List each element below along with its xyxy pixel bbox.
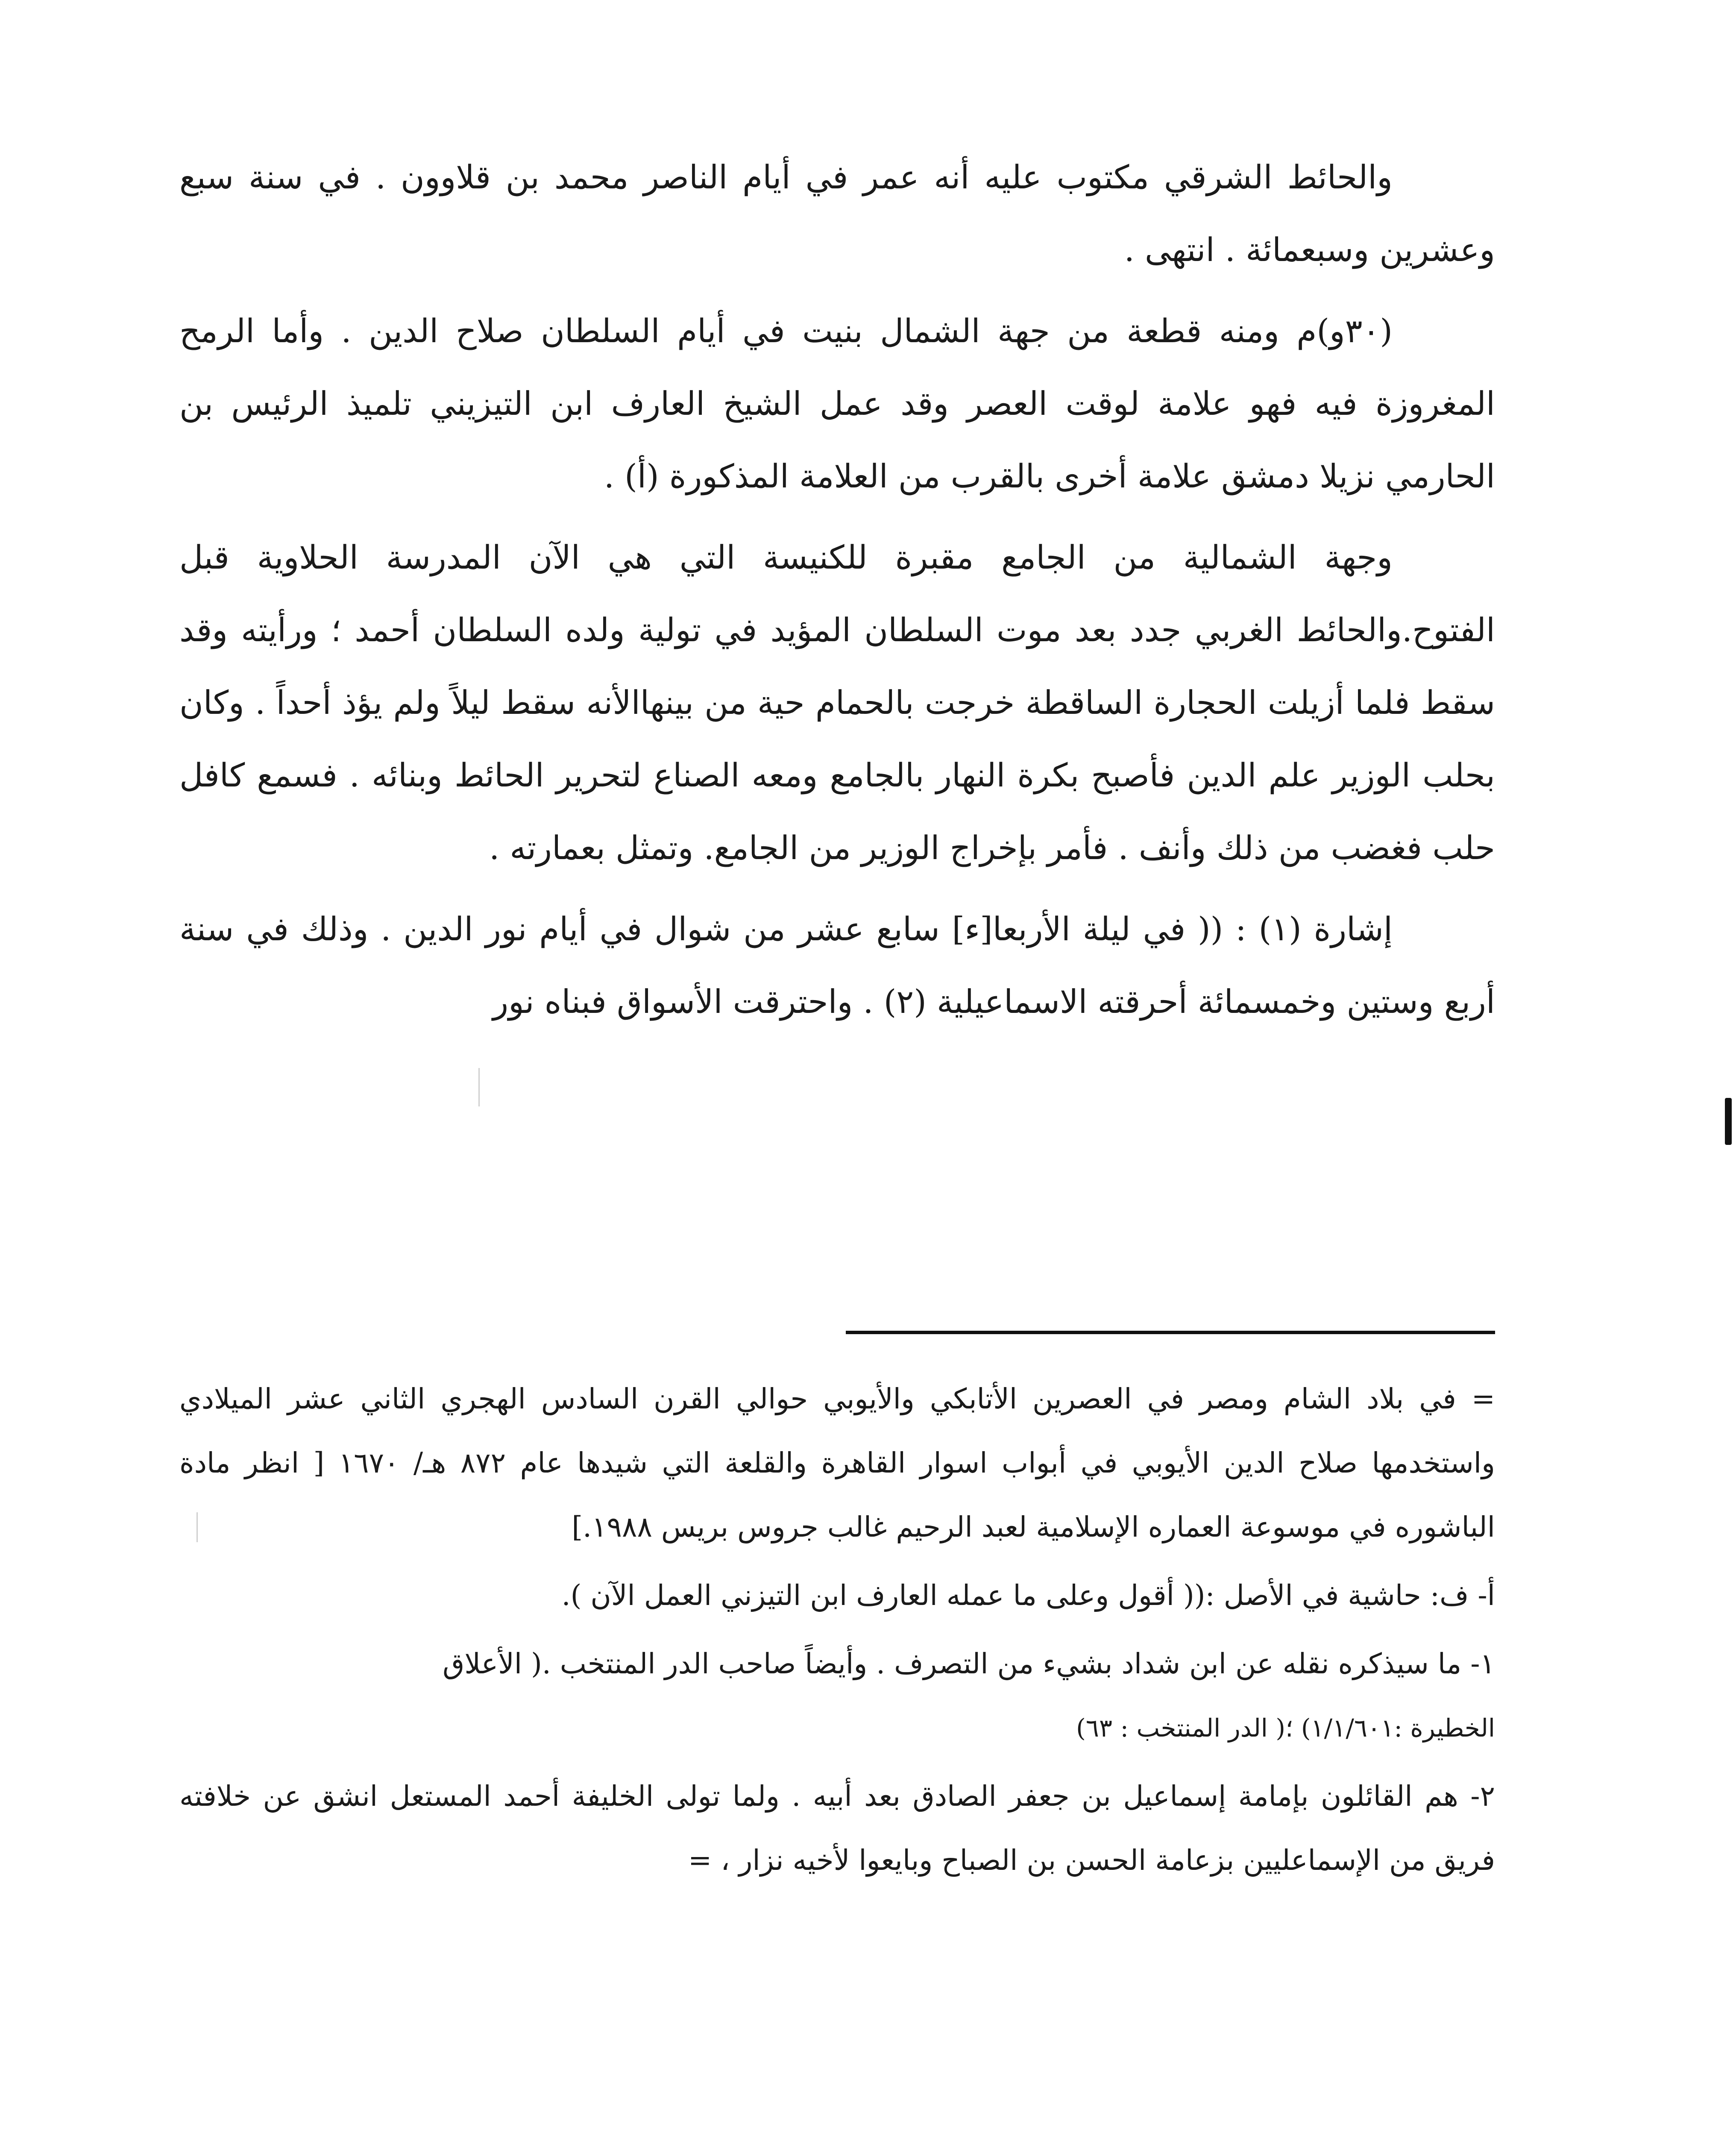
footnote-1-reference: الخطيرة :١/١/٦٠١) ؛( الدر المنتخب : ٦٣) (1076, 1713, 1495, 1743)
paragraph-isharah: إشارة (١) : (( في ليلة الأربعا[ء] سابع عشر من شوال في أيام نور الدين . وذلك في سنة أربع وستين وخمسمائة أحرقته الاسماعيلية (٢) . واحترقت الأسواق فبناه نور (179, 910, 1495, 1021)
paragraph-north-section: (٣٠و)م ومنه قطعة من جهة الشمال بنيت في أيام السلطان صلاح الدين . وأما الرمح المغروزة فيه فهو علامة لوقت العصر وقد عمل الشيخ العارف ابن التيزيني تلميذ الرئيس بن الحارمي نزيلا دمشق علامة أخرى بالقرب من العلامة المذكورة (أ) . (179, 312, 1495, 495)
footnote-separator (846, 1331, 1495, 1334)
footnotes (179, 1367, 1495, 1892)
footnote-1: ١- ما سيذكره نقله عن ابن شداد بشيء من التصرف . وأيضاً صاحب الدر المنتخب .( الأعلاق (443, 1647, 1495, 1680)
main-text (179, 141, 1495, 1038)
margin-mark (1725, 1098, 1732, 1145)
footnote-2: ٢- هم القائلون بإمامة إسماعيل بن جعفر الصادق بعد أبيه . ولما تولى الخليفة أحمد المستعل انشق عن خلافته فريق من الإسماعليين بزعامة الحسن بن الصباح وبايعوا لأخيه نزار ، = (179, 1780, 1495, 1877)
paragraph-east-wall: والحائط الشرقي مكتوب عليه أنه عمر في أيام الناصر محمد بن قلاوون . في سنة سبع وعشرين وسبعمائة . انتهى . (179, 158, 1495, 269)
scan-artifact (196, 1512, 198, 1542)
footnote-continuation: = في بلاد الشام ومصر في العصرين الأتابكي والأيوبي حوالي القرن السادس الهجري الثاني عشر الميلادي واستخدمها صلاح الدين الأيوبي في أبواب اسوار القاهرة والقلعة التي شيدها عام ٨٧٢ هـ/ ١٦٧٠ [ انظر مادة الباشوره في موسوعة العماره الإسلامية لعبد الرحيم غالب جروس بريس ١٩٨٨.] (179, 1382, 1495, 1543)
paragraph-north-side: وجهة الشمالية من الجامع مقبرة للكنيسة التي هي الآن المدرسة الحلاوية قبل الفتوح.والحائط الغربي جدد بعد موت السلطان المؤيد في تولية ولده السلطان أحمد ؛ ورأيته وقد سقط فلما أزيلت الحجارة الساقطة خرجت بالحمام حية من بينهاالأنه سقط ليلاً ولم يؤذ أحداً . وكان بحلب الوزير علم الدين فأصبح بكرة النهار بالجامع ومعه الصناع لتحرير الحائط وبنائه . فسمع كافل حلب فغضب من ذلك وأنف . فأمر بإخراج الوزير من الجامع. وتمثل بعمارته . (179, 538, 1495, 867)
footnote-a: أ- ف: حاشية في الأصل :(( أقول وعلى ما عمله العارف ابن التيزني العمل الآن ). (561, 1579, 1495, 1612)
scan-artifact (478, 1068, 480, 1106)
